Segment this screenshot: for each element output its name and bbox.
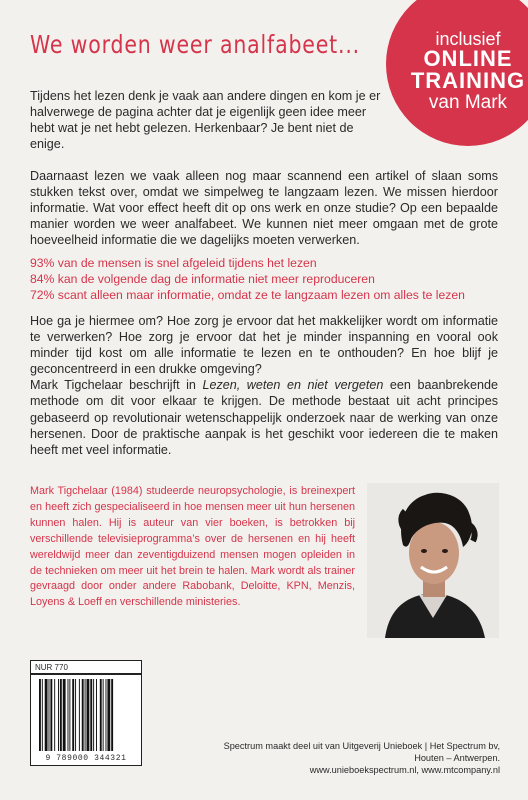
barcode-bar (79, 679, 80, 751)
barcode-bar (54, 679, 55, 751)
barcode-bar (68, 679, 69, 751)
barcode-bar (42, 679, 43, 751)
nur-code: NUR 770 (30, 660, 142, 674)
author-photo-icon (367, 483, 499, 638)
barcode-icon (37, 679, 137, 753)
barcode-bar (103, 679, 104, 751)
barcode-bar (82, 679, 84, 751)
barcode-bar (100, 679, 102, 751)
body-paragraph (30, 313, 498, 458)
barcode-bar (111, 679, 113, 751)
barcode-bar (96, 679, 97, 751)
isbn-digits: 9 789000 344321 (45, 754, 127, 763)
barcode (30, 674, 142, 766)
badge-line-4: van Mark (428, 91, 508, 113)
statistic-item: 93% van de mensen is snel afgeleid tijdens het lezen (30, 256, 317, 270)
publisher-websites: www.unieboekspectrum.nl, www.mtcompany.nl (309, 765, 500, 775)
barcode-bar (72, 679, 74, 751)
intro-paragraph: Tijdens het lezen denk je vaak aan andere dingen en kom je er halverwege de pagina achter dat je eigenlijk geen idee meer hebt wat je net hebt gelezen. Herkenbaar? Je bent niet de enige. (30, 89, 381, 151)
badge-line-3: TRAINING (410, 68, 526, 94)
barcode-bar (87, 679, 90, 751)
barcode-bar (63, 679, 66, 751)
book-title: Lezen, weten en niet vergeten (202, 378, 384, 393)
badge-line-2: ONLINE (423, 46, 513, 72)
statistics-list (30, 255, 505, 303)
online-training-badge (386, 0, 528, 146)
barcode-bar (93, 679, 94, 751)
barcode-bar (58, 679, 59, 751)
barcode-bar (90, 679, 92, 751)
body-method-suffix: een baanbrekende methode om dit voor elkaar te krijgen. De methode bestaat uit acht principes gebaseerd op revolutionair wetenschappelijk onderzoek naar de werking van onze hersenen. Door de praktische aanpak is het geschikt voor iedereen die te maken heeft met veel informatie. (30, 378, 498, 457)
author-bio: Mark Tigchelaar (1984) studeerde neuropsychologie, is breinexpert en heeft zich gespecialiseerd in hoe mensen meer uit hun hersenen kunnen halen. Hij is auteur van vier boeken, is betrokken bij verschillende televisieprogramma’s over de hersenen en hij heeft wereldwijd meer dan zeventigduizend mensen mogen opleiden in de technieken om meer uit het brein te halen. Mark wordt als trainer gevraagd door onder andere Rabobank, Deloitte, KPN, Menzis, Loyens & Loeff en verschillende ministeries. (30, 485, 355, 609)
barcode-bar (107, 679, 110, 751)
barcode-bar (39, 679, 41, 751)
author-photo (367, 483, 499, 638)
barcode-bar (85, 679, 86, 751)
publisher-line: Spectrum maakt deel uit van Uitgeverij Unieboek | Het Spectrum bv, (223, 741, 500, 751)
statistic-item: 72% scant alleen maar informatie, omdat ze te langzaam lezen om alles te lezen (30, 288, 465, 302)
statistic-item: 84% kan de volgende dag de informatie niet meer reproduceren (30, 272, 375, 286)
barcode-bar (69, 679, 70, 751)
barcode-bar (49, 679, 50, 751)
barcode-bar (45, 679, 48, 751)
intro-paragraph-continued: Daarnaast lezen we vaak alleen nog maar scannend een artikel of slaan soms stukken tekst over, omdat we simpelweg te langzaam lezen. We missen hierdoor informatie. Wat voor effect heeft dit op ons werk en onze studie? Op een bepaalde manier worden we weer analfabeet. We kunnen niet meer omgaan met de grote hoeveelheid informatie die we dagelijks moeten verwerken. (30, 169, 498, 247)
body-questions: Hoe ga je hiermee om? Hoe zorg je ervoor dat het makkelijker wordt om informatie te verwerken? Hoe zorg je ervoor dat het je minder inspanning en vooral ook minder tijd kost om alle informatie te lezen en te onthouden? En hoe blijf je geconcentreerd in een drukke omgeving? (30, 314, 498, 377)
badge-line-1: inclusief (435, 28, 501, 49)
body-method-prefix: Mark Tigchelaar beschrijft in (30, 378, 196, 393)
barcode-bar (60, 679, 62, 751)
headline: We worden weer analfabeet... (30, 30, 361, 59)
publisher-line: Houten – Antwerpen. (414, 753, 500, 763)
barcode-bar (50, 679, 52, 751)
publisher-info (160, 740, 500, 776)
barcode-bar (106, 679, 107, 751)
barcode-bar (75, 679, 76, 751)
